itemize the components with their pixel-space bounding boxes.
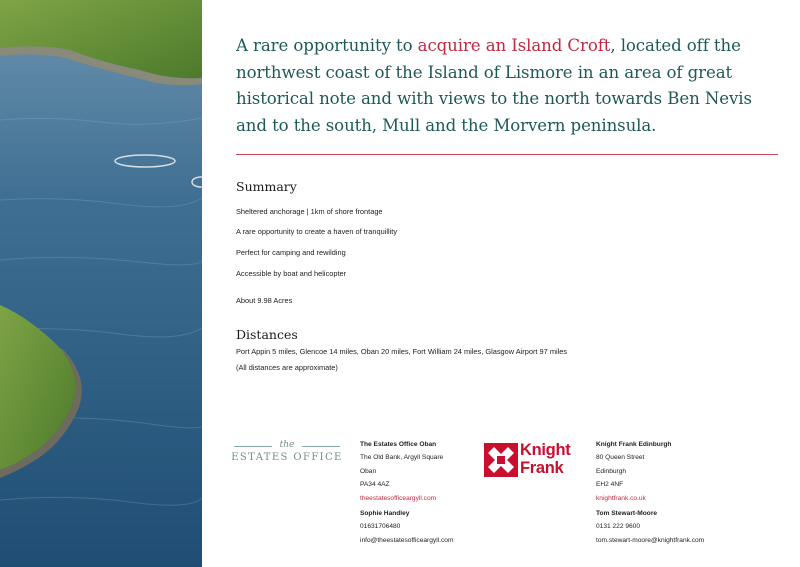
- agent-name: Tom Stewart-Moore: [596, 510, 658, 517]
- distances-note: (All distances are approximate): [236, 363, 338, 372]
- intro-paragraph: [236, 33, 776, 139]
- estates-office-logo-the: the: [279, 440, 295, 450]
- intro-highlight: acquire an Island Croft: [417, 36, 611, 55]
- office-address-line: 80 Queen Street: [596, 454, 645, 462]
- agent-email-link[interactable]: info@theestatesofficeargyll.com: [360, 536, 454, 544]
- estates-office-agent: [360, 507, 453, 547]
- summary-item: Perfect for camping and rewilding: [236, 248, 346, 257]
- summary-item: Sheltered anchorage | 1km of shore frontage: [236, 207, 383, 216]
- office-postcode: EH2 4NF: [596, 481, 624, 489]
- knight-frank-agent: [596, 507, 704, 547]
- office-address-line: Edinburgh: [596, 467, 627, 475]
- intro-text-end: , located off the northwest coast of the Island of Lismore in an area of great historical note and with views to the north towards Ben Nevis and to the south, Mull and the Morvern peninsula.: [236, 36, 752, 135]
- office-postcode: PA34 4AZ: [360, 481, 390, 489]
- estates-office-contact: [360, 438, 443, 505]
- agent-name: Sophie Handley: [360, 510, 410, 517]
- knight-frank-emblem-icon: [484, 443, 518, 477]
- summary-item: Accessible by boat and helicopter: [236, 269, 347, 278]
- divider-rule: [236, 154, 778, 155]
- office-address-line: The Old Bank, Argyll Square: [360, 454, 444, 462]
- office-website-link[interactable]: knightfrank.co.uk: [596, 494, 646, 502]
- content-area: [236, 0, 780, 567]
- office-website-link[interactable]: theestatesofficeargyll.com: [360, 494, 437, 502]
- estates-office-logo-name: ESTATES OFFICE: [231, 452, 343, 463]
- intro-text-start: A rare opportunity to: [236, 36, 418, 55]
- office-name: The Estates Office Oban: [360, 441, 437, 448]
- aerial-photo: [0, 0, 202, 567]
- knight-frank-logo: [484, 442, 580, 478]
- knight-frank-contact: [596, 438, 671, 505]
- estates-office-logo: [228, 440, 346, 470]
- knight-frank-logo-line2: Frank: [520, 459, 564, 477]
- agent-email-link[interactable]: tom.stewart-moore@knightfrank.com: [596, 536, 705, 544]
- summary-item: A rare opportunity to create a haven of tranquillity: [236, 227, 398, 236]
- area-text: About 9.98 Acres: [236, 296, 293, 305]
- summary-heading: Summary: [236, 179, 297, 194]
- knight-frank-logo-line1: Knight: [520, 441, 571, 459]
- distances-heading: Distances: [236, 327, 298, 342]
- office-name: Knight Frank Edinburgh: [596, 441, 672, 448]
- office-address-line: Oban: [360, 467, 377, 475]
- agent-phone: 01631706480: [360, 523, 401, 531]
- distances-text: Port Appin 5 miles, Glencoe 14 miles, Oban 20 miles, Fort William 24 miles, Glasgow Airport 97 miles: [236, 347, 568, 356]
- agent-phone: 0131 222 9600: [596, 523, 641, 531]
